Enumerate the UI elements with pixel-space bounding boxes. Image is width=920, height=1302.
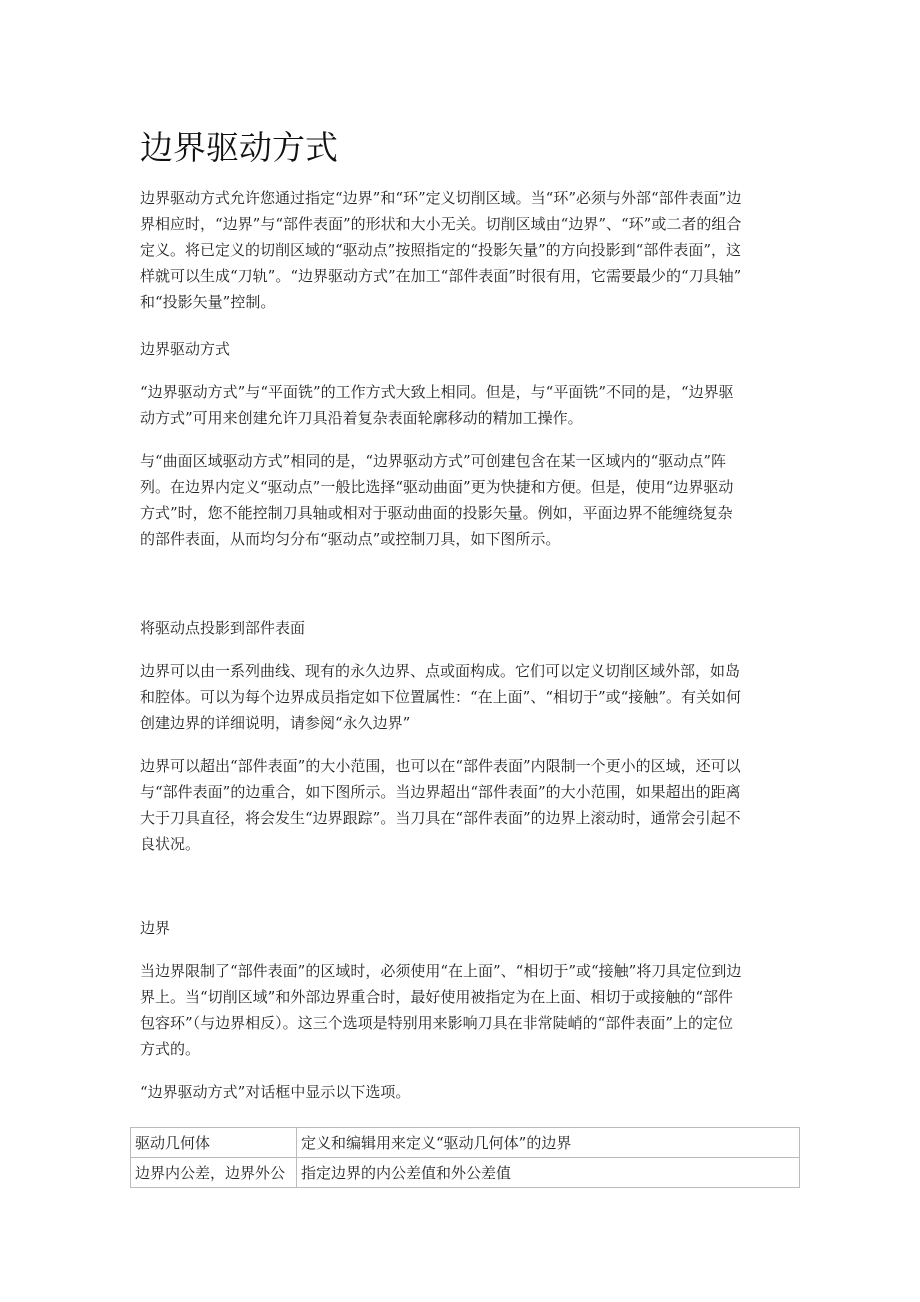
option-name: 边界内公差，边界外公 (131, 1158, 297, 1188)
paragraph-line: 界上。当“切削区域”和外部边界重合时，最好使用被指定为在上面、相切于或接触的“部件 (140, 988, 734, 1006)
paragraph (140, 753, 790, 857)
option-name: 驱动几何体 (131, 1128, 297, 1158)
section-heading: 边界 (140, 919, 171, 937)
paragraph-line: 和腔体。可以为每个边界成员指定如下位置属性：“在上面”、“相切于”或“接触”。有关如何 (140, 688, 742, 706)
paragraph-line: 方式的。 (140, 1040, 201, 1058)
paragraph (140, 958, 790, 1062)
table-row (131, 1128, 800, 1158)
paragraph-line: 界相应时，“边界”与“部件表面”的形状和大小无关。切削区域由“边界”、“环”或二者的组合 (140, 215, 742, 233)
paragraph-line: 良状况。 (140, 835, 201, 853)
options-table (130, 1127, 800, 1188)
paragraph-line: 方式”时，您不能控制刀具轴或相对于驱动曲面的投影矢量。例如，平面边界不能缠绕复杂 (140, 504, 733, 522)
intro-paragraph (140, 185, 790, 315)
page-title: 边界驱动方式 (140, 128, 338, 167)
paragraph-line: 列。在边界内定义“驱动点”一般比选择“驱动曲面”更为快捷和方便。但是，使用“边界驱动 (140, 478, 734, 496)
paragraph-line: 定义。将已定义的切削区域的“驱动点”按照指定的“投影矢量”的方向投影到“部件表面”，这 (140, 241, 742, 259)
table-row (131, 1158, 800, 1188)
paragraph-line: 与“曲面区域驱动方式”相同的是，“边界驱动方式”可创建包含在某一区域内的“驱动点”阵 (140, 452, 727, 470)
paragraph-line: 大于刀具直径，将会发生“边界跟踪”。当刀具在“部件表面”的边界上滚动时，通常会引起不 (140, 809, 741, 827)
section-heading: 边界驱动方式 (140, 340, 231, 358)
paragraph-line: 的部件表面，从而均匀分布“驱动点”或控制刀具，如下图所示。 (140, 530, 561, 548)
paragraph-line: “边界驱动方式”与“平面铣”的工作方式大致上相同。但是，与“平面铣”不同的是，“边界驱 (140, 383, 734, 401)
paragraph-line: 边界可以超出“部件表面”的大小范围，也可以在“部件表面”内限制一个更小的区域，还可以 (140, 757, 741, 775)
section-heading: 将驱动点投影到部件表面 (140, 619, 306, 637)
paragraph-line: 和“投影矢量”控制。 (140, 293, 276, 311)
paragraph-line: 当边界限制了“部件表面”的区域时，必须使用“在上面”、“相切于”或“接触”将刀具定位到边 (140, 962, 742, 980)
paragraph-line: 创建边界的详细说明，请参阅“永久边界” (140, 714, 411, 732)
option-description: 定义和编辑用来定义“驱动几何体”的边界 (297, 1128, 800, 1158)
paragraph-line: 边界可以由一系列曲线、现有的永久边界、点或面构成。它们可以定义切削区域外部，如岛 (140, 662, 741, 680)
paragraph: “边界驱动方式”对话框中显示以下选项。 (140, 1083, 411, 1101)
paragraph (140, 379, 790, 431)
paragraph-line: 边界驱动方式允许您通过指定“边界”和“环”定义切削区域。当“环”必须与外部“部件表面”边 (140, 189, 742, 207)
paragraph (140, 448, 790, 552)
option-description: 指定边界的内公差值和外公差值 (297, 1158, 800, 1188)
paragraph-line: 与“部件表面”的边重合，如下图所示。当边界超出“部件表面”的大小范围，如果超出的距离 (140, 783, 741, 801)
paragraph (140, 658, 790, 736)
paragraph-line: 动方式”可用来创建允许刀具沿着复杂表面轮廓移动的精加工操作。 (140, 409, 583, 427)
paragraph-line: 样就可以生成“刀轨”。“边界驱动方式”在加工“部件表面”时很有用，它需要最少的“刀具轴” (140, 267, 742, 285)
paragraph-line: 包容环”（与边界相反）。这三个选项是特别用来影响刀具在非常陡峭的“部件表面”上的定位 (140, 1014, 734, 1032)
